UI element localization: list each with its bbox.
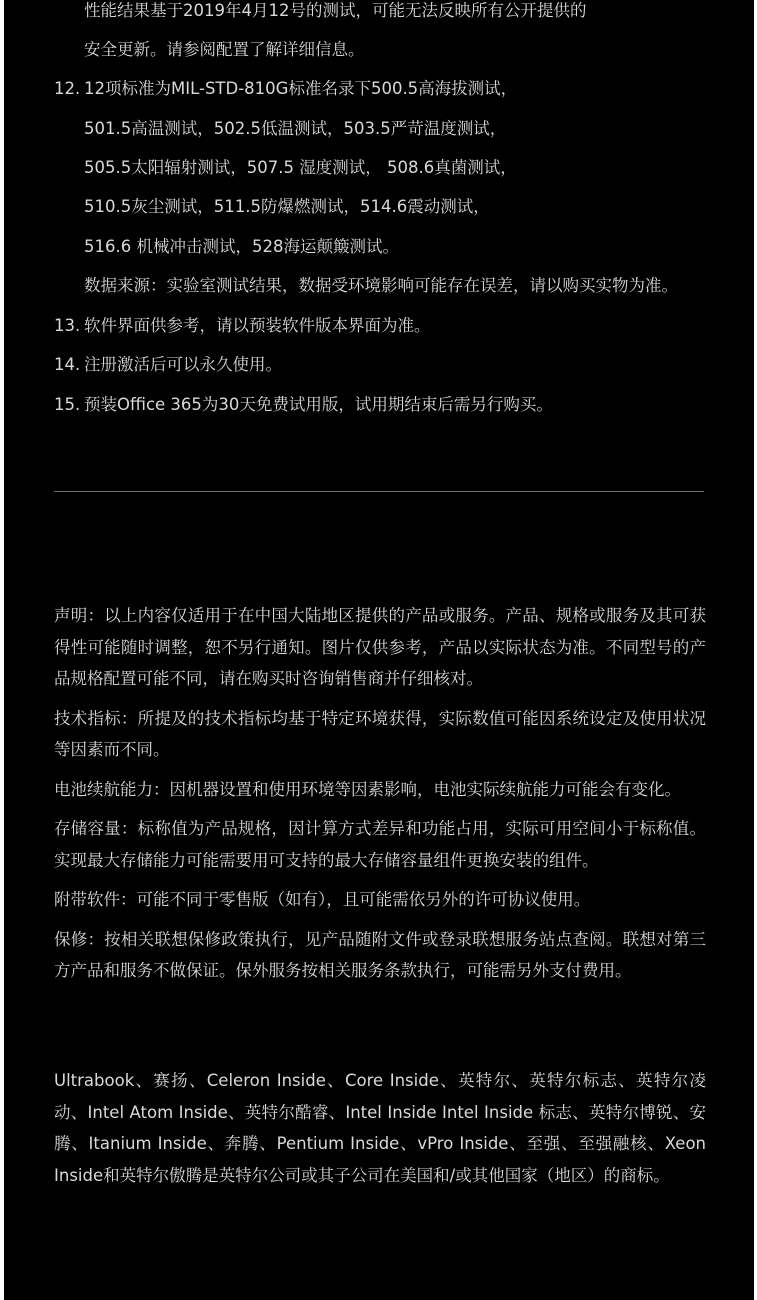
item14-text: 注册激活后可以永久使用。: [84, 355, 282, 374]
item13-text: 软件界面供参考，请以预装软件版本界面为准。: [84, 316, 431, 335]
disclaimer-section: [54, 600, 706, 995]
section-divider: [54, 491, 704, 492]
disclaimer-software: 附带软件：可能不同于零售版（如有），且可能需依另外的许可协议使用。: [54, 890, 591, 909]
disclaimer-storage: 存储容量：标称值为产品规格，因计算方式差异和功能占用，实际可用空间小于标称值。实现最大存储能力可能需要用可支持的最大存储容量组件更换安装的组件。: [54, 819, 706, 870]
item12-line-2: 501.5高温测试，502.5低温测试，503.5严苛温度测试，: [84, 119, 507, 138]
disclaimer-statement: 声明：以上内容仅适用于在中国大陆地区提供的产品或服务。产品、规格或服务及其可获得性可能随时调整，恕不另行通知。图片仅供参考，产品以实际状态为准。不同型号的产品规格配置可能不同，请在购买时咨询销售商并仔细核对。: [54, 606, 706, 688]
item15-number: 15.: [54, 395, 81, 414]
disclaimer-battery: 电池续航能力：因机器设置和使用环境等因素影响，电池实际续航能力可能会有变化。: [54, 779, 681, 799]
item12-line-4: 510.5灰尘测试，511.5防爆燃测试，514.6震动测试，: [84, 197, 490, 216]
footnote-item-15: [54, 394, 553, 416]
item12-number: 12.: [54, 79, 81, 98]
item13-number: 13.: [54, 316, 81, 335]
item15-text: 预装Office 365为30天免费试用版，试用期结束后需另行购买。: [84, 395, 553, 414]
item12-line-5: 516.6 机械冲击测试，528海运颠簸测试。: [84, 237, 399, 256]
item12-data-source: 数据来源：实验室测试结果，数据受环境影响可能存在误差，请以购买实物为准。: [84, 276, 678, 295]
disclaimer-tech-specs: 技术指标：所提及的技术指标均基于特定环境获得，实际数值可能因系统设定及使用状况等因素而不同。: [54, 708, 706, 759]
footnote-item-14: [54, 354, 282, 376]
item14-number: 14.: [54, 355, 81, 374]
trademark-notice: Ultrabook、赛扬、Celeron Inside、Core Inside、英特尔、英特尔标志、英特尔凌动、Intel Atom Inside、英特尔酷睿、Intel Inside Intel Inside 标志、英特尔博锐、安腾、Itanium Inside、奔腾、Pentium Inside、vPro Inside、至强、至强融核、Xeon Inside和英特尔傲腾是英特尔公司或其子公司在美国和/或其他国家（地区）的商标。: [54, 1071, 706, 1185]
item12-line-3: 505.5太阳辐射测试，507.5 湿度测试， 508.6真菌测试，: [84, 158, 517, 177]
item11-continued-line-1: 性能结果基于2019年4月12号的测试，可能无法反映所有公开提供的: [84, 1, 587, 20]
disclaimer-warranty: 保修：按相关联想保修政策执行，见产品随附文件或登录联想服务站点查阅。联想对第三方产品和服务不做保证。保外服务按相关服务条款执行，可能需另外支付费用。: [54, 929, 706, 980]
footnote-item-12: [54, 78, 517, 100]
notes-panel: [4, 0, 754, 1300]
item12-line-1: 12项标准为MIL-STD-810G标准名录下500.5高海拔测试，: [84, 79, 518, 98]
footnote-item-13: [54, 315, 431, 337]
item11-continued-line-2: 安全更新。请参阅配置了解详细信息。: [84, 40, 365, 59]
